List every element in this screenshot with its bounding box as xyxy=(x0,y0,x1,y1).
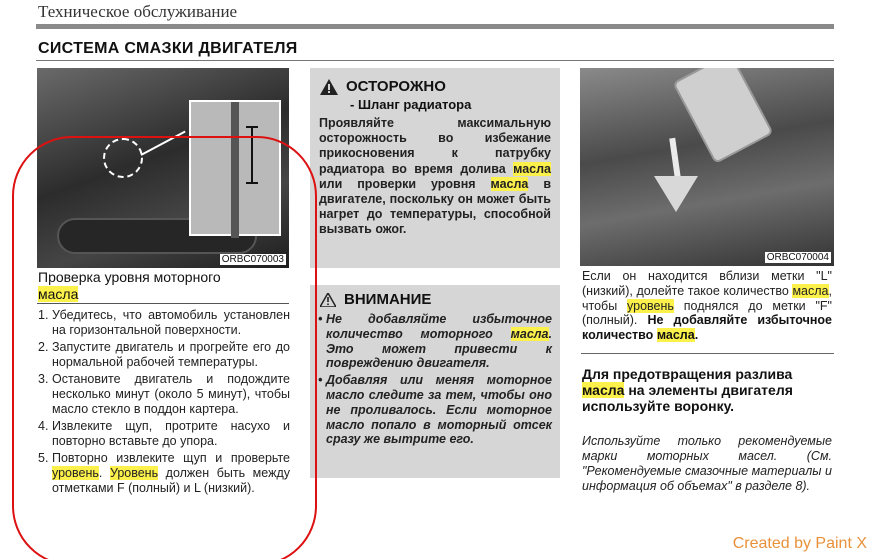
caution-heading xyxy=(310,68,560,95)
highlighted-word: масла xyxy=(510,326,549,341)
step-text: Убедитесь, что автомобиль установлен на горизонтальной поверхности. xyxy=(52,308,290,337)
attention-text-part: Не добавляйте избыточное количество моторного xyxy=(326,312,552,341)
refill-text-part: поднялся до метки "F" (полный). xyxy=(582,298,832,328)
highlighted-word: уровень xyxy=(627,298,674,313)
attention-item xyxy=(318,373,552,447)
bullet-icon: • xyxy=(318,373,323,388)
caution-text xyxy=(310,112,560,238)
caution-box xyxy=(310,68,560,268)
refill-instructions xyxy=(582,269,832,343)
attention-item-text: Добавляя или меняя моторное масло следите за тем, чтобы оно не проливалось. Если моторное масло попало в моторный отсек сразу же вытрите его. xyxy=(326,373,552,447)
attention-item xyxy=(318,312,552,371)
attention-item-text xyxy=(326,312,552,371)
highlighted-word: масла xyxy=(656,328,695,343)
step-text: Извлеките щуп, протрите насухо и повторно вставьте до упора. xyxy=(52,419,290,448)
attention-box xyxy=(310,285,560,478)
step-text-part: должен быть между отметками F (полный) и L (низкий). xyxy=(52,465,290,495)
step-number: 5. xyxy=(38,451,49,466)
refill-bold-text: Не добавляйте избыточное количество xyxy=(582,313,832,343)
step-number: 3. xyxy=(38,372,49,387)
caution-text-part: в двигателе, поскольку он может быть нагрет до температуры, способной вызвать ожог. xyxy=(319,176,551,237)
highlighted-word: масла xyxy=(513,161,551,176)
attention-list xyxy=(310,308,560,447)
header-rule xyxy=(36,24,834,29)
bullet-icon: • xyxy=(318,312,323,326)
caution-subheading: - Шланг радиатора xyxy=(350,97,472,112)
step-text: Остановите двигатель и подождите несколько минут (около 5 минут), чтобы масло стекло в поддон картера. xyxy=(52,372,290,416)
oil-check-title-text: Проверка уровня моторного xyxy=(38,269,221,285)
caution-text-part: или проверки уровня xyxy=(319,176,476,191)
funnel-tip xyxy=(582,366,832,414)
funnel-tip-text: Для предотвращения разлива xyxy=(582,366,793,382)
oil-check-title-highlight: масла xyxy=(38,286,79,302)
highlighted-word: масла xyxy=(582,382,625,398)
section-title: СИСТЕМА СМАЗКИ ДВИГАТЕЛЯ xyxy=(38,40,298,57)
section-rule xyxy=(36,60,834,61)
highlighted-word: масла xyxy=(490,176,529,191)
refill-text-part: , чтобы xyxy=(582,283,832,313)
step-text-part: Повторно извлеките щуп и проверьте xyxy=(52,451,290,466)
step-number: 1. xyxy=(38,308,49,322)
caution-heading-text: ОСТОРОЖНО xyxy=(346,78,446,95)
refill-bold-text: . xyxy=(694,328,699,343)
right-rule xyxy=(581,353,834,354)
oil-filling-figure xyxy=(580,68,834,266)
warning-triangle-icon xyxy=(320,293,336,307)
figure-code: ORBC070003 xyxy=(221,254,284,265)
attention-heading xyxy=(310,285,560,308)
step-number: 2. xyxy=(38,340,49,355)
highlighted-word: уровень xyxy=(52,465,99,480)
figure-code: ORBC070004 xyxy=(766,252,829,263)
red-highlight-outline xyxy=(12,136,317,559)
chapter-header: Техническое обслуживание xyxy=(38,2,238,21)
highlighted-word: Уровень xyxy=(109,465,159,480)
watermark: Created by Paint X xyxy=(732,535,867,552)
step-text: Запустите двигатель и прогрейте его до нормальной рабочей температуры. xyxy=(52,340,290,369)
step-number: 4. xyxy=(38,419,49,434)
warning-triangle-icon xyxy=(320,79,338,95)
funnel-illustration xyxy=(654,176,698,212)
highlighted-word: масла xyxy=(792,283,829,298)
caution-text-part: Проявляйте максимальную осторожность во избежание прикосновения к патрубку радиатора во время долива xyxy=(319,116,551,176)
recommended-oils-note: Используйте только рекомендуемые марки моторных масел. (См. "Рекомендуемые смазочные материалы и информация об объемах" в разделе 8). xyxy=(582,434,832,493)
attention-heading-text: ВНИМАНИЕ xyxy=(344,291,432,308)
funnel-tip-text: на элементы двигателя используйте воронку. xyxy=(582,382,793,414)
refill-text-part: Если он находится вблизи метки "L" (низкий), долейте такое количество xyxy=(582,269,832,298)
attention-text-part: . Это может привести к повреждению двигателя. xyxy=(326,326,552,371)
step-text: Повторно извлеките щуп и проверьте уровень. Уровень должен быть между отметками F (полный) и L (низкий). xyxy=(52,451,290,495)
